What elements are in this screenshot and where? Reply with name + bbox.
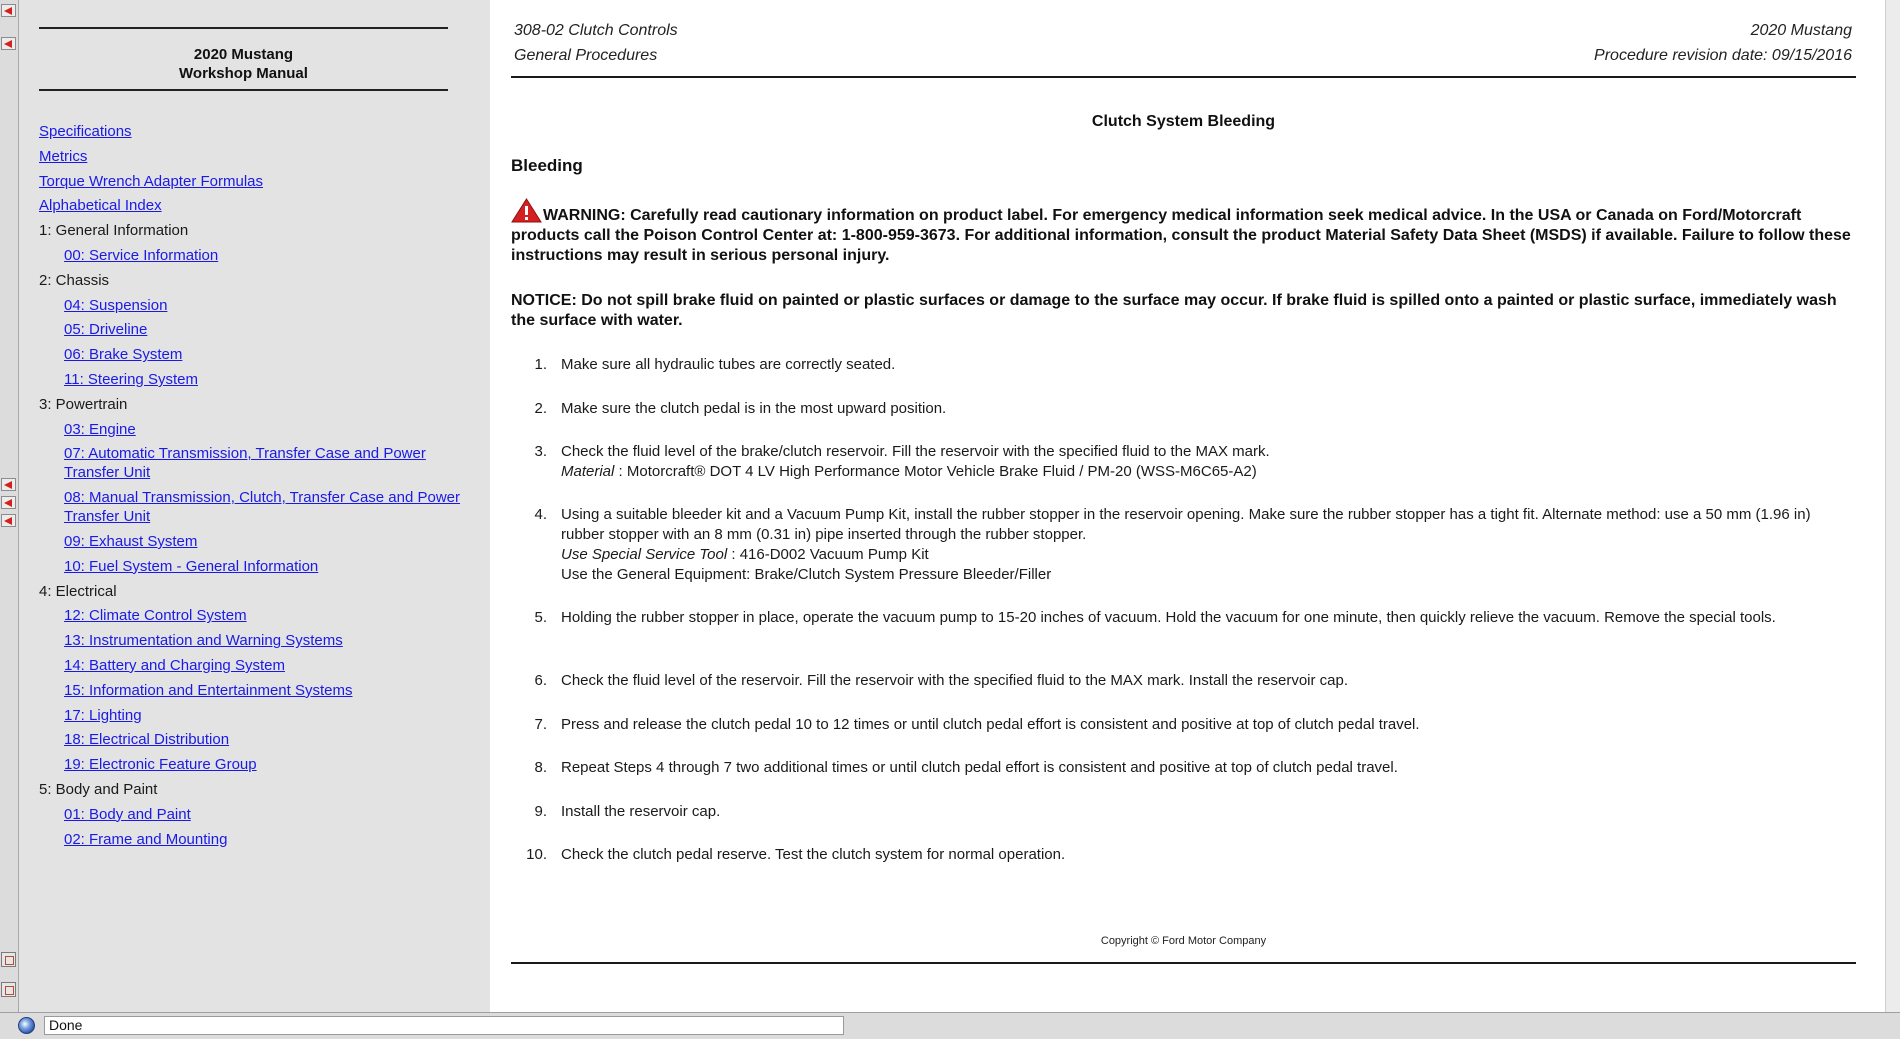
nav-link-specifications[interactable]: Specifications — [39, 123, 132, 140]
special-tool-label: Use Special Service Tool — [561, 546, 728, 563]
nav-item-fuel-system[interactable]: 10: Fuel System - General Information — [64, 557, 319, 575]
sidebar-nav — [39, 122, 469, 854]
nav-link-torque-wrench-formulas[interactable]: Torque Wrench Adapter Formulas — [39, 172, 263, 190]
nav-section-body-and-paint: 5: Body and Paint — [39, 780, 158, 798]
nav-link-metrics[interactable]: Metrics — [39, 147, 88, 165]
nav-item-driveline[interactable]: 05: Driveline — [64, 321, 148, 339]
sidebar-title — [39, 45, 448, 83]
step-text: Check the fluid level of the brake/clutch reservoir. Fill the reservoir with the specified fluid to the MAX mark. — [561, 443, 1270, 460]
header-model: 2020 Mustang — [1750, 22, 1852, 39]
nav-item-information-entertainment[interactable]: 15: Information and Entertainment Systems — [64, 681, 353, 699]
header-procedure-type: General Procedures — [514, 47, 658, 64]
warning-text: WARNING: Carefully read cautionary information on product label. For emergency medical information seek medical advice. In the USA or Canada on Ford/Motorcraft products call the Poison Control Center at: 1-800-959-3673. For additional information, consult the product Material Safety Data Sheet (MSDS) if available. Failure to follow these instructions may result in serious personal injury. — [511, 207, 1851, 264]
section-heading: Bleeding — [511, 156, 583, 175]
notice-text: NOTICE: Do not spill brake fluid on painted or plastic surfaces or damage to the surface may occur. If brake fluid is spilled onto a painted or plastic surface, immediately wash the surface with water. — [511, 292, 1837, 329]
nav-item-engine[interactable]: 03: Engine — [64, 420, 136, 438]
nav-item-service-information[interactable]: 00: Service Information — [64, 246, 219, 264]
sidebar-top-divider — [39, 27, 448, 29]
header-section-code: 308-02 Clutch Controls — [514, 22, 678, 39]
nav-item-lighting[interactable]: 17: Lighting — [64, 706, 142, 724]
sidebar-title-divider — [39, 89, 448, 91]
material-label: Material — [561, 463, 615, 480]
main-content — [490, 0, 1900, 1012]
nav-item-electrical-distribution[interactable]: 18: Electrical Distribution — [64, 731, 230, 749]
sidebar-title-line1: 2020 Mustang — [193, 46, 294, 63]
material-value: : Motorcraft® DOT 4 LV High Performance Motor Vehicle Brake Fluid / PM-20 (WSS-M6C65-A2) — [614, 463, 1257, 480]
step-number: 3. — [534, 443, 547, 460]
procedure-title: Clutch System Bleeding — [1091, 113, 1276, 130]
nav-item-battery-charging[interactable]: 14: Battery and Charging System — [64, 656, 285, 674]
step-text: Holding the rubber stopper in place, operate the vacuum pump to 15-20 inches of vacuum. Hold the vacuum for one minute, then quickly relieve the vacuum. Remove the special tools. — [561, 609, 1776, 626]
status-bar — [0, 1012, 1900, 1039]
step-text: Install the reservoir cap. — [561, 802, 721, 820]
step-number: 5. — [534, 609, 547, 626]
print-icon[interactable] — [1, 982, 16, 997]
nav-section-electrical: 4: Electrical — [39, 582, 117, 600]
sidebar-title-line2: Workshop Manual — [179, 65, 308, 82]
nav-item-automatic-transmission[interactable]: 07: Automatic Transmission, Transfer Case and Power Transfer Unit — [64, 445, 426, 482]
warning-block — [511, 198, 1856, 266]
nav-section-powertrain: 3: Powertrain — [39, 395, 128, 413]
copyright-notice: Copyright © Ford Motor Company — [1100, 935, 1267, 947]
special-tool-value: : 416-D002 Vacuum Pump Kit — [727, 546, 929, 563]
nav-item-frame-and-mounting[interactable]: 02: Frame and Mounting — [64, 830, 228, 848]
back-arrow-icon[interactable] — [1, 4, 16, 17]
sidebar — [19, 0, 490, 1012]
nav-item-suspension[interactable]: 04: Suspension — [64, 296, 168, 314]
step-general-equipment: Use the General Equipment: Brake/Clutch System Pressure Bleeder/Filler — [561, 566, 1052, 583]
back-arrow-icon[interactable] — [1, 514, 16, 527]
step-text: Using a suitable bleeder kit and a Vacuum Pump Kit, install the rubber stopper in the reservoir opening. Make sure the rubber stopper has a tight fit. Alternate method: use a 50 mm (1.96 in) rubber stopper with an 8 mm (0.31 in) pipe inserted through the rubber stopper. — [561, 506, 1811, 543]
nav-item-electronic-feature-group[interactable]: 19: Electronic Feature Group — [64, 756, 257, 774]
status-text: Done — [44, 1016, 844, 1035]
nav-item-steering-system[interactable]: 11: Steering System — [64, 370, 198, 388]
step-text: Check the fluid level of the reservoir. Fill the reservoir with the specified fluid to the MAX mark. Install the reservoir cap. — [561, 672, 1349, 689]
step-number: 2. — [534, 399, 547, 417]
vertical-scrollbar[interactable] — [1885, 0, 1900, 1012]
step-number: 6. — [534, 672, 547, 689]
step-number: 1. — [534, 356, 547, 373]
back-arrow-icon[interactable] — [1, 478, 16, 491]
step-text: Make sure all hydraulic tubes are correctly seated. — [561, 356, 896, 373]
footer-divider — [511, 962, 1856, 964]
nav-item-exhaust-system[interactable]: 09: Exhaust System — [64, 532, 198, 550]
nav-link-alphabetical-index[interactable]: Alphabetical Index — [39, 197, 162, 215]
step-body — [561, 505, 1856, 585]
step-number: 9. — [534, 802, 547, 820]
step-text: Repeat Steps 4 through 7 two additional times or until clutch pedal effort is consistent and positive at top of clutch pedal travel. — [561, 759, 1398, 776]
step-special-tool — [561, 545, 1856, 565]
step-body — [561, 442, 1856, 482]
nav-section-chassis: 2: Chassis — [39, 271, 110, 289]
nav-section-general-information: 1: General Information — [39, 222, 189, 240]
step-number: 4. — [534, 506, 547, 523]
globe-icon — [18, 1017, 35, 1034]
warning-triangle-icon — [511, 198, 542, 223]
nav-item-manual-transmission[interactable]: 08: Manual Transmission, Clutch, Transfer Case and Power Transfer Unit — [64, 489, 461, 526]
step-number: 10. — [526, 846, 547, 863]
page-icon[interactable] — [1, 952, 16, 967]
nav-item-climate-control[interactable]: 12: Climate Control System — [64, 607, 247, 625]
step-text: Press and release the clutch pedal 10 to 12 times or until clutch pedal effort is consistent and positive at top of clutch pedal travel. — [561, 715, 1420, 733]
step-number: 8. — [534, 759, 547, 776]
nav-item-instrumentation[interactable]: 13: Instrumentation and Warning Systems — [64, 632, 343, 650]
left-edge-toolbar — [0, 0, 19, 1012]
step-text: Check the clutch pedal reserve. Test the clutch system for normal operation. — [561, 846, 1066, 863]
header-revision-date: Procedure revision date: 09/15/2016 — [1594, 47, 1852, 64]
step-material — [561, 462, 1856, 482]
step-number: 7. — [534, 715, 547, 733]
back-arrow-icon[interactable] — [1, 496, 16, 509]
step-text: Make sure the clutch pedal is in the most upward position. — [561, 399, 947, 417]
nav-item-brake-system[interactable]: 06: Brake System — [64, 346, 183, 364]
back-arrow-icon[interactable] — [1, 37, 16, 50]
header-divider — [511, 76, 1856, 78]
nav-item-body-and-paint[interactable]: 01: Body and Paint — [64, 805, 191, 823]
